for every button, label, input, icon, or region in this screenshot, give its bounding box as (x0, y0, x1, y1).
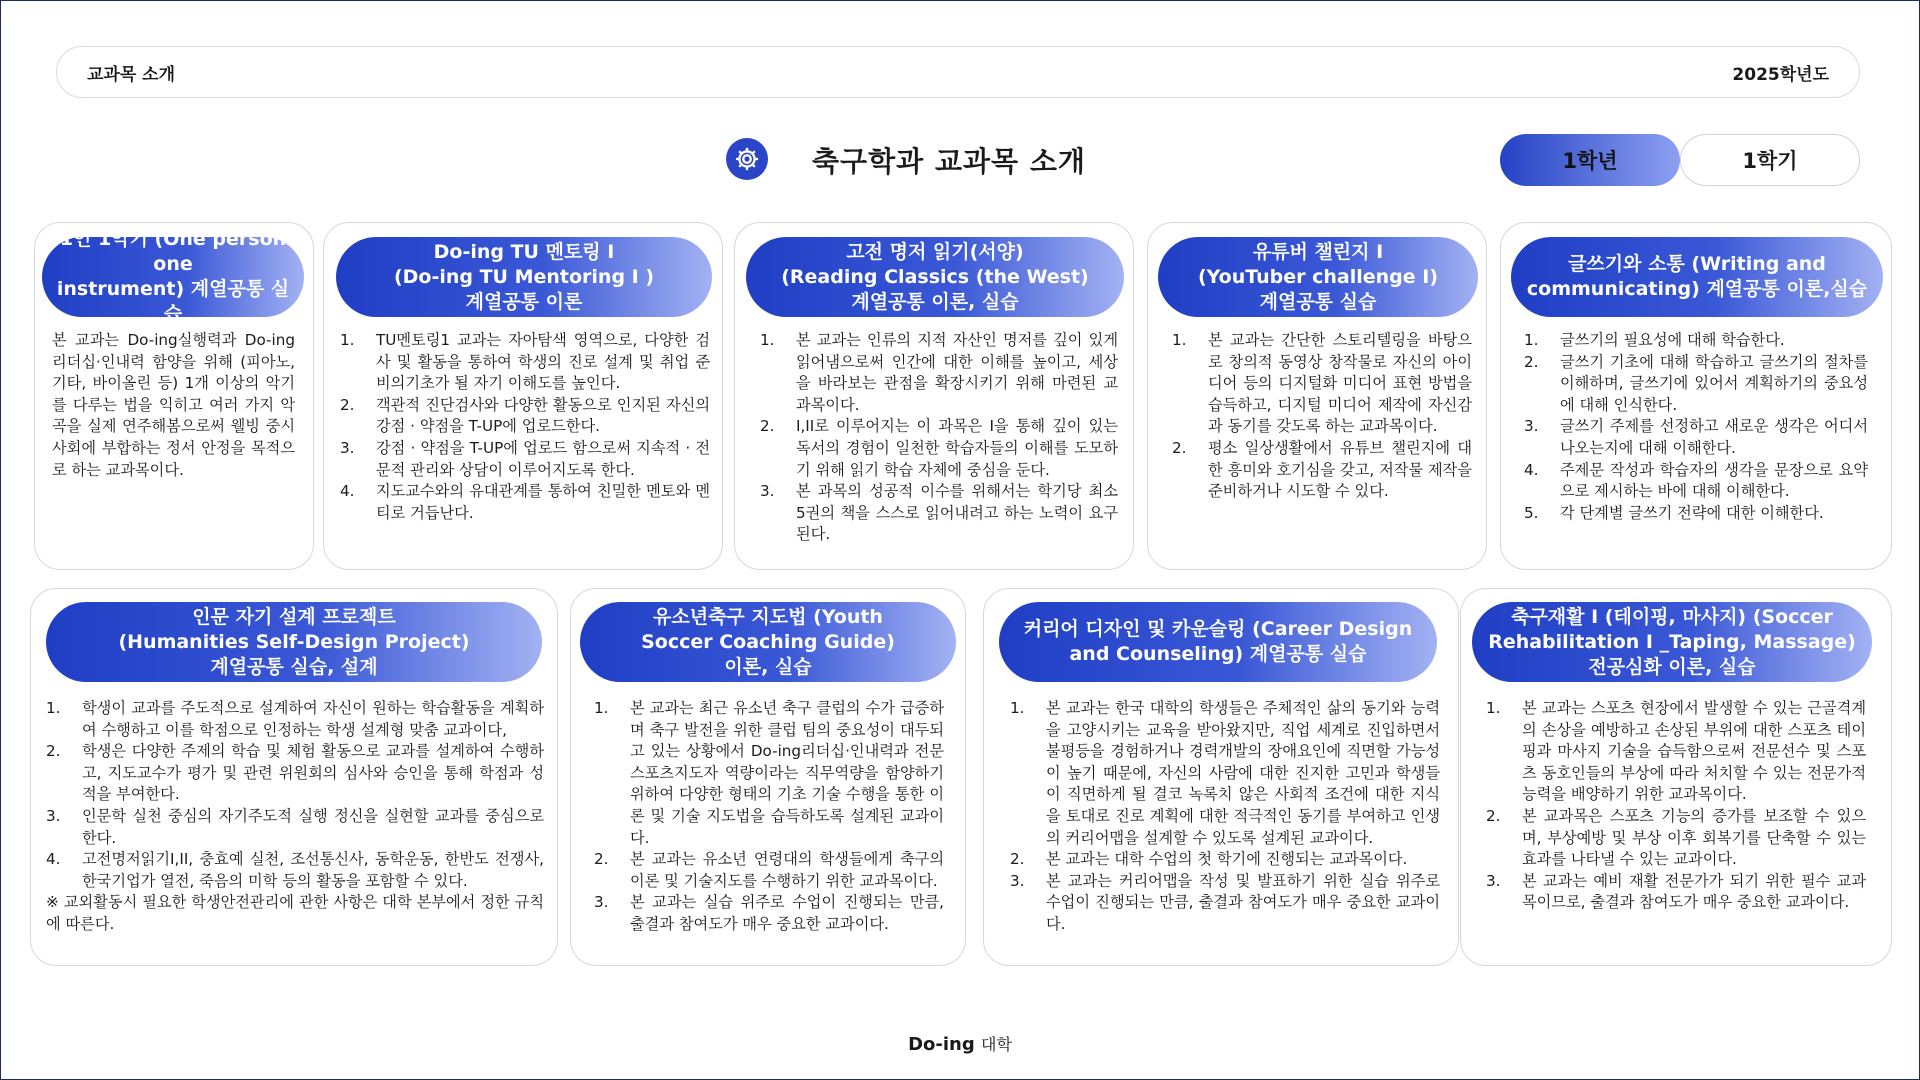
course-description: 본 교과는 Do-ing실행력과 Do-ing 리더십·인내력 함양을 위해 (피아노, 기타, 바이올린 등) 1개 이상의 악기를 다루는 법을 익히고 여러 가지 악곡을 실제 연주해봄으로써 웰빙 중시 사회에 부합하는 정서 안정을 목적으로 하는 교과목이다. (52, 331, 295, 479)
course-description (340, 330, 710, 524)
list-item: 1. 본 교과는 한국 대학의 학생들은 주체적인 삶의 동기와 능력을 고양시키는 교육을 받아왔지만, 직업 세계로 진입하면서 불평등을 경험하거나 경력개발의 장애요인에 직면할 가능성이 높기 때문에, 자신의 사람에 대한 진지한 고민과 학생들이 직면하게 될 결코 녹록치 않은 사회적 조건에 대한 지식을 토대로 진로 계획에 대한 적극적인 동기를 부여하고 인생의 커리어맵을 설계할 수 있도록 설계된 교과이다. (1010, 699, 1440, 847)
list-item: 4. 고전명저읽기I,II, 충효예 실천, 조선통신사, 동학운동, 한반도 전쟁사, 한국기업가 열전, 죽음의 미학 등의 활동을 포함할 수 있다. (46, 850, 544, 890)
list-item: 1. 학생이 교과를 주도적으로 설계하여 자신이 원하는 학습활동을 계획하여 수행하고 이를 학점으로 인정하는 학생 설계형 맞춤 교과이다, (46, 699, 544, 739)
list-item: 3. 강점 · 약점을 T-UP에 업로드 함으로써 지속적 · 전문적 관리와 상담이 이루어지도록 한다. (340, 438, 710, 479)
list-item: 2. 본 교과는 대학 수업의 첫 학기에 진행되는 교과목이다. (1010, 850, 1408, 869)
list-item: 3. 본 교과는 예비 재활 전문가가 되기 위한 필수 교과목이므로, 출결과 참여도가 매우 중요한 교과이다. (1486, 871, 1866, 912)
semester-selector[interactable]: 1학기 (1680, 134, 1860, 186)
list-item: 3. 글쓰기 주제를 선정하고 새로운 생각은 어디서 나오는지에 대해 이해한다. (1524, 417, 1868, 457)
list-item: 5. 각 단계별 글쓰기 전략에 대한 이해한다. (1524, 503, 1824, 522)
year-selector[interactable]: 1학년 (1500, 134, 1680, 186)
list-item: 3. 인문학 실천 중심의 자기주도적 실행 정신을 실현할 교과를 중심으로 한다. (46, 806, 544, 847)
course-title-pill: 유소년축구 지도법 (Youth Soccer Coaching Guide) 이론, 실습 (580, 602, 956, 682)
course-description (1172, 330, 1472, 503)
list-item: 3. 본 과목의 성공적 이수를 위해서는 학기당 최소 5권의 책을 스스로 읽어내려고 하는 노력이 요구된다. (760, 482, 1118, 544)
course-title-pill: 인문 자기 설계 프로젝트 (Humanities Self-Design Project) 계열공통 실습, 설계 (46, 602, 542, 682)
course-title-pill: 1인 1악기 (One person one instrument) 계열공통 실습 (42, 237, 304, 317)
footer-brand-name: Do-ing (908, 1034, 975, 1055)
course-title-pill: 커리어 디자인 및 카운슬링 (Career Design and Counseling) 계열공통 실습 (999, 602, 1437, 682)
list-item: 4. 지도교수와의 유대관계를 통하여 친밀한 멘토와 멘티로 거듭난다. (340, 482, 710, 522)
list-item: 2. 글쓰기 기초에 대해 학습하고 글쓰기의 절차를 이해하며, 글쓰기에 있어서 계획하기의 중요성에 대해 인식한다. (1524, 352, 1868, 414)
list-item: 4. 주제문 작성과 학습자의 생각을 문장으로 요약으로 제시하는 바에 대해 이해한다. (1524, 460, 1868, 501)
course-description (760, 330, 1118, 546)
list-item: 1. 본 교과는 인류의 지적 자산인 명저를 깊이 있게 읽어냄으로써 인간에 대한 이해를 높이고, 세상을 바라보는 관점을 확장시키기 위해 마련된 교과목이다. (760, 331, 1118, 414)
course-description (46, 698, 544, 936)
list-item: 2. 본 교과는 유소년 연령대의 학생들에게 축구의 이론 및 기술지도를 수행하기 위한 교과목이다. (594, 850, 944, 890)
list-item: 2. 평소 일상생활에서 유튜브 챌린지에 대한 흥미와 호기심을 갖고, 저작물 제작을 준비하거나 시도할 수 있다. (1172, 438, 1472, 501)
list-item: 2. I,II로 이루어지는 이 과목은 I을 통해 깊이 있는 독서의 경험이 일천한 학습자들의 이해를 도모하기 위해 읽기 학습 자체에 중심을 둔다. (760, 417, 1118, 479)
safety-note: ※ 교외활동시 필요한 학생안전관리에 관한 사항은 대학 본부에서 정한 규칙에 따른다. (46, 893, 544, 933)
list-item: 2. 본 교과목은 스포츠 기능의 증가를 보조할 수 있으며, 부상예방 및 부상 이후 회복기를 단축할 수 있는 효과를 나타낼 수 있는 교과이다. (1486, 806, 1866, 869)
course-title-pill: Do-ing TU 멘토링 I (Do-ing TU Mentoring I ) 계열공통 이론 (336, 237, 712, 317)
academic-year-label: 2025학년도 (1732, 64, 1829, 85)
header-left-label: 교과목 소개 (87, 64, 176, 85)
course-title-pill: 축구재활 I (테이핑, 마사지) (Soccer Rehabilitation I _Taping, Massage) 전공심화 이론, 실습 (1472, 602, 1872, 682)
header-bar (56, 46, 1860, 98)
list-item: 1. 본 교과는 스포츠 현장에서 발생할 수 있는 근골격계의 손상을 예방하고 손상된 부위에 대한 스포츠 테이핑과 마사지 기술을 습득함으로써 전문선수 및 스포츠 동호인들의 부상에 따라 처치할 수 있는 전문가적 능력을 배양하기 위한 교과목이다. (1486, 699, 1866, 804)
list-item: 1. 본 교과는 최근 유소년 축구 클럽의 수가 급증하며 축구 발전을 위한 클럽 팀의 중요성이 대두되고 있는 상황에서 Do-ing리더십·인내력과 전문스포츠지도자 역량이라는 직무역량을 함양하기 위하여 다양한 형태의 기초 기술 수행을 통한 이론 및 기술 지도법을 습득하도록 설계된 교과이다. (594, 699, 944, 847)
list-item: 1. 본 교과는 간단한 스토리텔링을 바탕으로 창의적 동영상 창작물로 자신의 아이디어 등의 디지털화 미디어 표현 방법을 습득하고, 디지털 미디어 제작에 자신감과 동기를 갖도록 하는 교과목이다. (1172, 331, 1472, 436)
course-description (1524, 330, 1868, 524)
course-title-pill: 유튜버 챌린지 I (YouTuber challenge Ⅰ) 계열공통 실습 (1158, 237, 1478, 317)
list-item: 1. TU멘토링1 교과는 자아탐색 영역으로, 다양한 검사 및 활동을 통하여 학생의 진로 설계 및 취업 준비의기초가 될 자기 이해도를 높인다. (340, 331, 710, 393)
course-description (1010, 698, 1440, 936)
course-title-pill: 글쓰기와 소통 (Writing and communicating) 계열공통 이론,실습 (1511, 237, 1883, 317)
footer-brand (0, 1032, 1920, 1055)
page-title: 축구학과 교과목 소개 (812, 145, 1086, 178)
list-item: 3. 본 교과는 실습 위주로 수업이 진행되는 만큼, 출결과 참여도가 매우 중요한 교과이다. (594, 893, 944, 933)
list-item: 1. 글쓰기의 필요성에 대해 학습한다. (1524, 331, 1785, 349)
course-title-pill: 고전 명저 읽기(서양) (Reading Classics (the West) 계열공통 이론, 실습 (746, 237, 1124, 317)
list-item: 2. 객관적 진단검사와 다양한 활동으로 인지된 자신의 강점 · 약점을 T-UP에 업로드한다. (340, 395, 710, 436)
course-description (1486, 698, 1866, 914)
footer-brand-suffix: 대학 (981, 1035, 1012, 1054)
list-item: 2. 학생은 다양한 주제의 학습 및 체험 활동으로 교과를 설계하여 수행하고, 지도교수가 평가 및 관련 위원회의 심사와 승인을 통해 학점과 성적을 부여한다. (46, 742, 544, 804)
list-item: 3. 본 교과는 커리어맵을 작성 및 발표하기 위한 실습 위주로 수업이 진행되는 만큼, 출결과 참여도가 매우 중요한 교과이다. (1010, 871, 1440, 933)
course-description (594, 698, 944, 936)
gear-icon (726, 138, 768, 180)
